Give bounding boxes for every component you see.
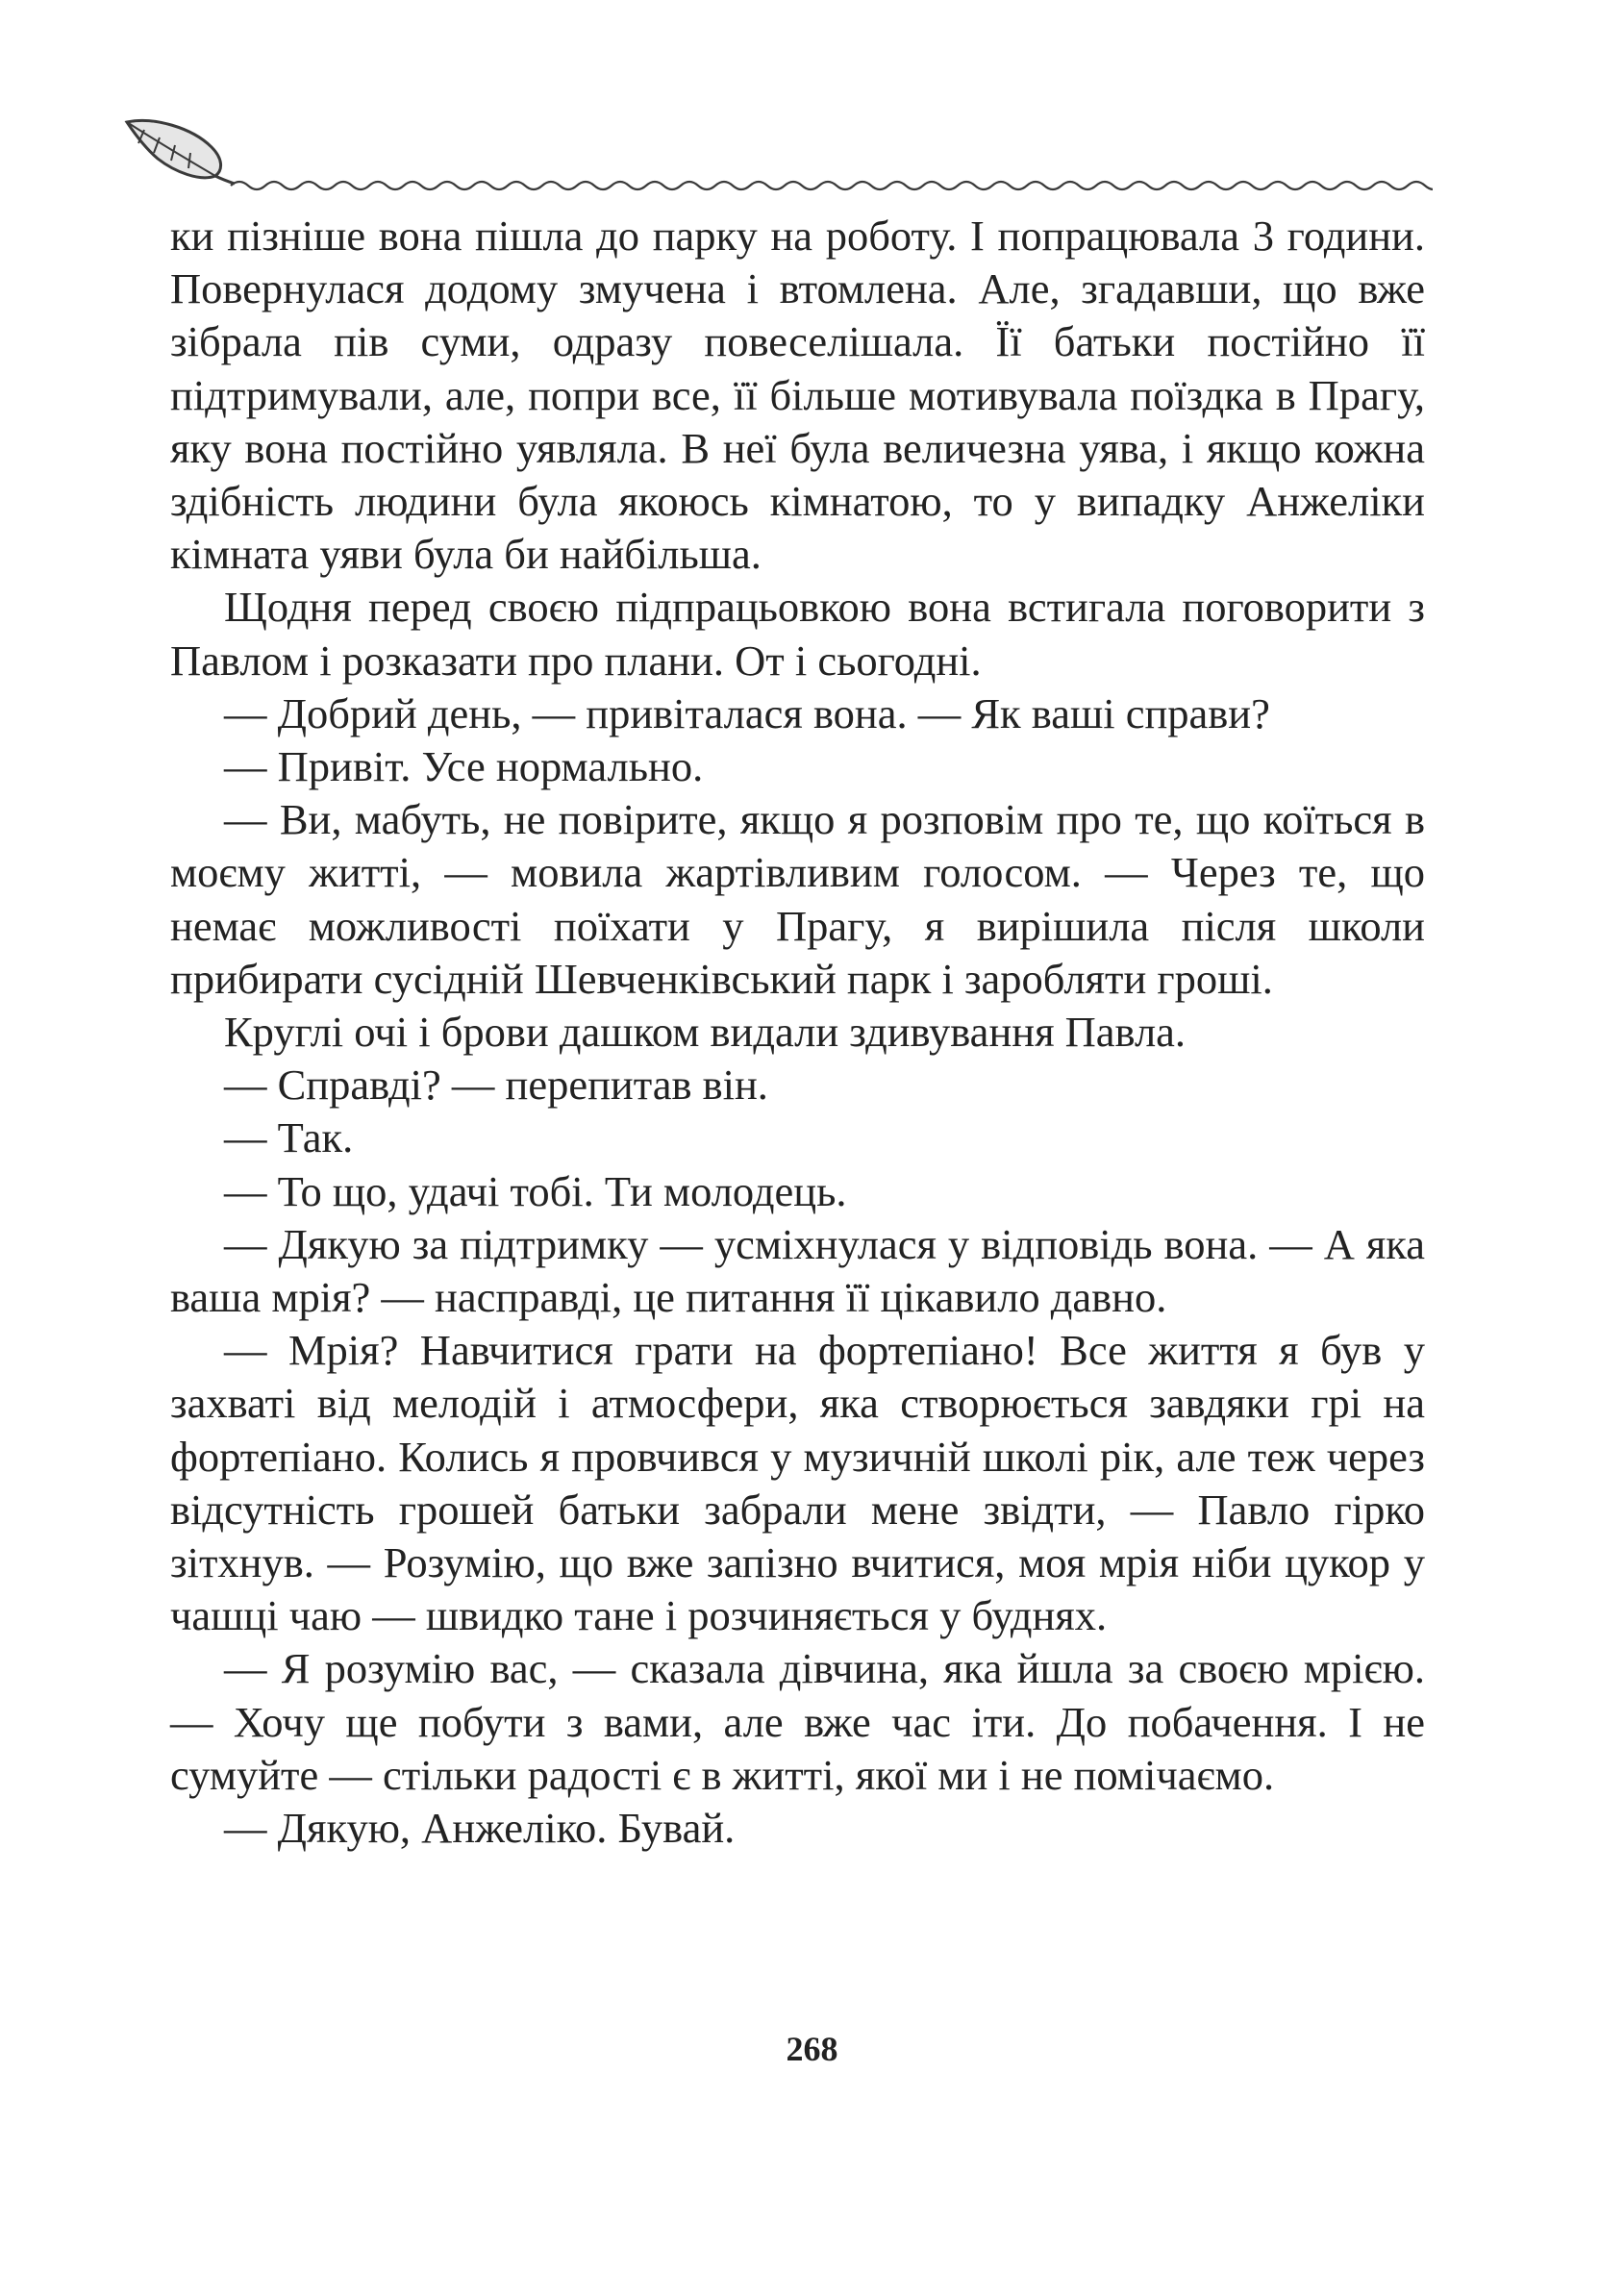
paragraph: ки пізніше вона пішла до парку на роботу. І попрацювала 3 години. Повернулася додому змучена і втомлена. Але, згадавши, що вже зібрала пів суми, одразу повеселішала. Її батьки постійно її підтримували, але, попри все, її більше мотивувала поїздка в Прагу, яку вона постійно уявляла. В неї була величезна уява, і якщо кожна здібність людини була якоюсь кімнатою, то у випадку Анжеліки кімната уяви була би найбільша.: [170, 212, 1425, 579]
feather-quill-icon: [127, 120, 235, 184]
paragraph: Круглі очі і брови дашком видали здивування Павла.: [224, 1008, 1187, 1057]
dialogue-line: — Я розумію вас, — сказала дівчина, яка йшла за своєю мрією. — Хочу ще побути з вами, але вже час іти. До побачення. І не сумуйте — стільки радості є в житті, якої ми і не помічаємо.: [170, 1644, 1425, 1799]
dialogue-line: — Так.: [224, 1113, 354, 1162]
dialogue-line: — Ви, мабуть, не повірите, якщо я розповім про те, що коїться в моєму житті, — мовила жартівливим голосом. — Через те, що немає можливості поїхати у Прагу, я вирішила після школи прибирати сусідній Шевченківський парк і заробляти гроші.: [170, 795, 1425, 1003]
page-number: 268: [786, 2030, 838, 2068]
paragraph: Щодня перед своєю підпрацьовкою вона встигала поговорити з Павлом і розказати про плани. От і сьогодні.: [170, 583, 1425, 685]
dialogue-line: — То що, удачі тобі. Ти молодець.: [224, 1166, 847, 1215]
body-text: [170, 210, 1425, 1855]
dialogue-line: — Привіт. Усе нормально.: [224, 742, 704, 791]
dialogue-line: — Справді? — перепитав він.: [224, 1061, 768, 1110]
wavy-divider: [231, 182, 1433, 189]
dialogue-line: — Дякую за підтримку — усміхнулася у відповідь вона. — А яка ваша мрія? — насправді, це питання її цікавило давно.: [170, 1219, 1425, 1322]
dialogue-line: — Дякую, Анжеліко. Бувай.: [224, 1804, 736, 1853]
dialogue-line: — Мрія? Навчитися грати на фортепіано! Все життя я був у захваті від мелодій і атмосфери, яка створюється завдяки грі на фортепіано. Колись я провчився у музичній школі рік, але теж через відсутність грошей батьки забрали мене звідти, — Павло гірко зітхнув. — Розумію, що вже запізно вчитися, моя мрія ніби цукор у чашці чаю — швидко тане і розчиняється у буднях.: [170, 1326, 1425, 1640]
header-ornament: [115, 111, 1433, 197]
dialogue-line: — Добрий день, — привіталася вона. — Як ваші справи?: [224, 688, 1270, 737]
